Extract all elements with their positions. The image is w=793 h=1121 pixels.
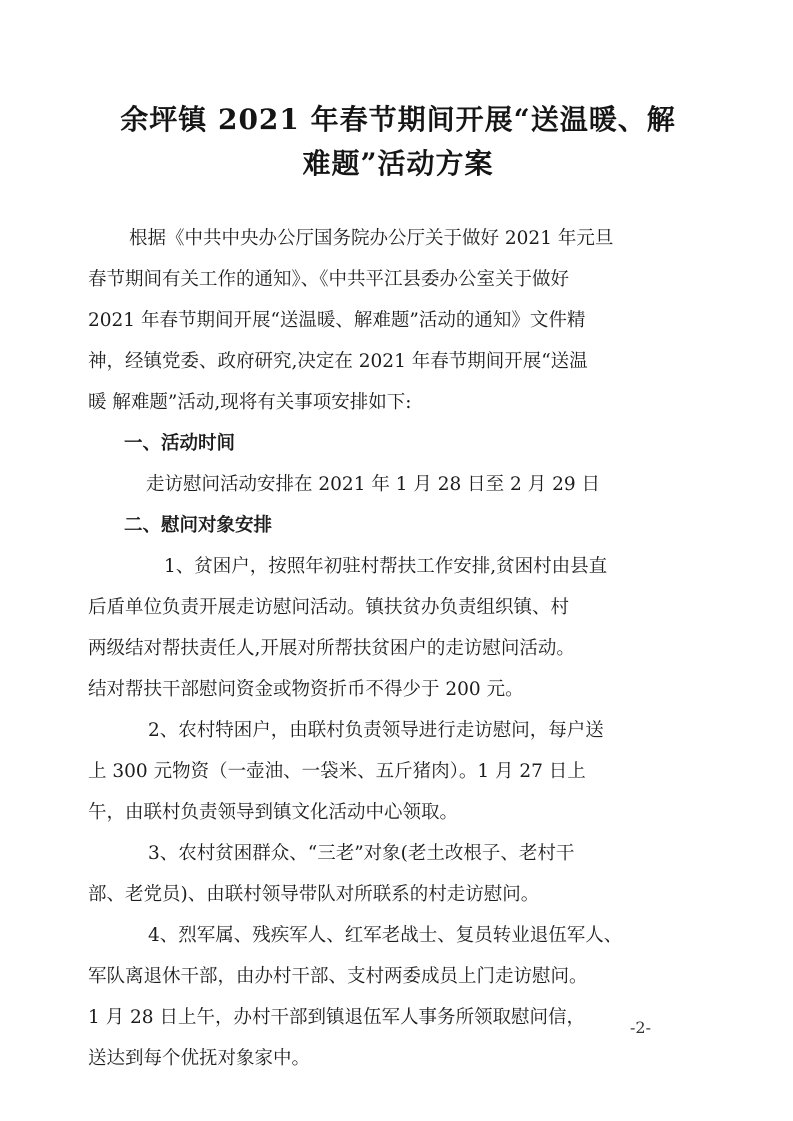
section-heading-activity-time: 一、活动时间 (124, 433, 236, 454)
item1-line-1: 1、贫困户，按照年初驻村帮扶工作安排,贫困村由县直 (164, 556, 608, 577)
item3-line-2: 部、老党员)、由联村领导带队对所联系的村走访慰问。 (88, 884, 540, 905)
intro-line-5: 暖 解难题”活动,现将有关事项安排如下: (88, 392, 412, 413)
item4-line-4: 送达到每个优抚对象家中。 (88, 1048, 311, 1069)
item3-line-1: 3、农村贫困群众、“三老”对象(老土改根子、老村干 (148, 843, 575, 864)
item1-line-4: 结对帮扶干部慰问资金或物资折币不得少于 200 元。 (88, 679, 524, 700)
document-title (118, 98, 678, 186)
intro-line-2: 春节期间有关工作的通知》、《中共平江县委办公室关于做好 (88, 269, 570, 290)
item4-line-2: 军队离退休干部，由办村干部、支村两委成员上门走访慰问。 (88, 966, 588, 987)
title-line-1: 余坪镇 2021 年春节期间开展“送温暖、解 (120, 103, 676, 136)
page-number: -2- (630, 1018, 651, 1037)
intro-line-4: 神，经镇党委、政府研究,决定在 2021 年春节期间开展“送温 (88, 351, 588, 372)
title-line-2: 难题”活动方案 (302, 147, 494, 180)
item2-line-3: 午，由联村负责领导到镇文化活动中心领取。 (88, 802, 459, 823)
item2-line-2: 上 300 元物资（一壶油、一袋米、五斤猪肉）。1 月 27 日上 (88, 761, 586, 782)
section-text-activity-time: 走访慰问活动安排在 2021 年 1 月 28 日至 2 月 29 日 (146, 474, 601, 495)
item4-line-1: 4、烈军属、残疾军人、红军老战士、复员转业退伍军人、 (148, 925, 623, 946)
item1-line-2: 后盾单位负责开展走访慰问活动。镇扶贫办负责组织镇、村 (88, 597, 570, 618)
item2-line-1: 2、农村特困户，由联村负责领导进行走访慰问，每户送 (148, 720, 604, 741)
document-body (88, 218, 728, 1079)
intro-line-3: 2021 年春节期间开展“送温暖、解难题”活动的通知》文件精 (88, 310, 586, 331)
item4-line-3: 1 月 28 日上午，办村干部到镇退伍军人事务所领取慰问信， (88, 1007, 585, 1028)
section-heading-visit-targets: 二、慰问对象安排 (124, 515, 273, 536)
item1-line-3: 两级结对帮扶责任人,开展对所帮扶贫困户的走访慰问活动。 (88, 638, 575, 659)
intro-line-1: 根据《中共中央办公厅国务院办公厅关于做好 2021 年元旦 (129, 228, 614, 249)
